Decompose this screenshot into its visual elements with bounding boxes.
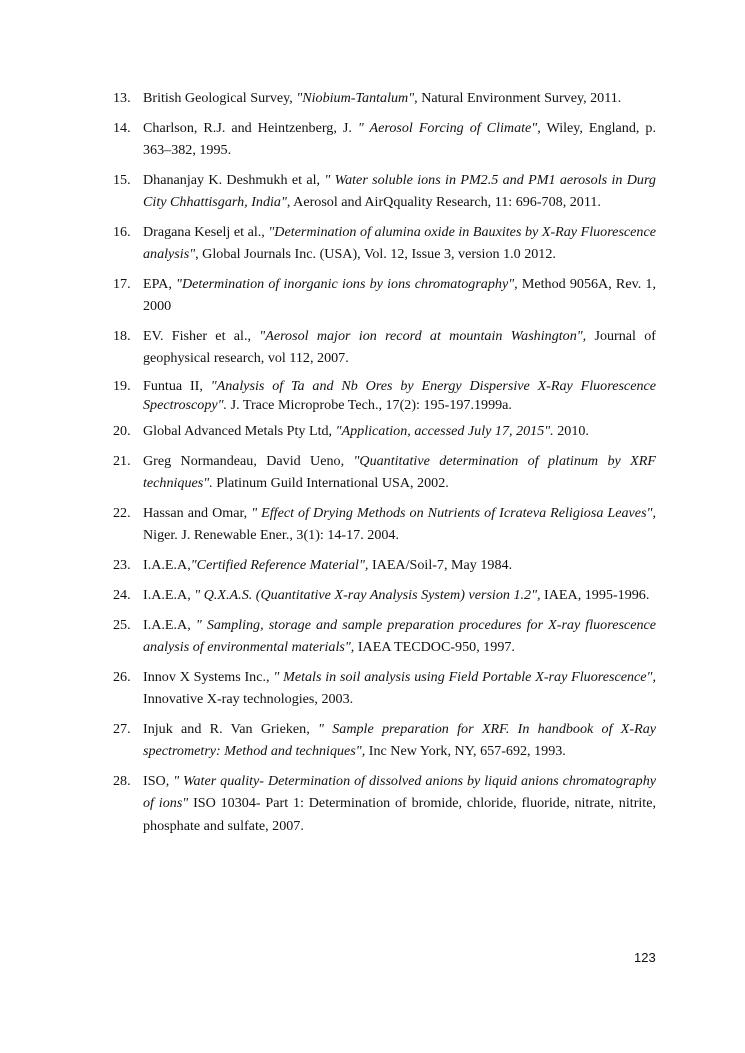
reference-item [113, 718, 656, 763]
reference-authors: Funtua II, [143, 378, 211, 395]
reference-item [113, 377, 656, 414]
reference-source: , Natural Environment Survey, 2011. [414, 90, 622, 106]
reference-item [113, 554, 656, 576]
reference-number: 16. [113, 223, 131, 240]
reference-number: 24. [113, 587, 131, 604]
reference-title: "Determination of alumina oxide in Bauxites by X-Ray Fluorescence analysis" [143, 223, 656, 263]
reference-authors: Dhananjay K. Deshmukh et al, [143, 171, 325, 188]
reference-number: 20. [113, 423, 131, 440]
reference-item [113, 614, 656, 659]
reference-authors: I.A.E.A, [143, 616, 196, 633]
reference-number: 25. [113, 616, 131, 633]
reference-source: 2010. [553, 423, 589, 440]
reference-source: Inc New York, NY, 657-692, 1993. [365, 743, 566, 760]
reference-title: " Aerosol Forcing of Climate" [357, 119, 538, 136]
reference-source: Innovative X-ray technologies, 2003. [143, 691, 354, 708]
reference-authors: I.A.E.A, [143, 587, 195, 604]
reference-item [113, 169, 656, 214]
reference-item [113, 584, 656, 606]
reference-source: IAEA/Soil-7, May 1984. [368, 557, 513, 574]
reference-list [113, 87, 656, 845]
reference-title: "Quantitative determination of platinum by XRF techniques". [143, 453, 656, 492]
reference-source: ISO 10304- Part 1: Determination of bromide, chloride, fluoride, nitrate, nitrite, phosphate and sulfate, 2007. [143, 795, 656, 834]
reference-number: 17. [113, 276, 131, 293]
reference-authors: Greg Normandeau, David Ueno, [143, 453, 354, 470]
reference-source: IAEA, 1995-1996. [540, 587, 650, 604]
reference-item [113, 221, 656, 266]
page-number: 123 [634, 950, 656, 965]
reference-item [113, 770, 656, 837]
reference-item [113, 273, 656, 318]
reference-title: " Effect of Drying Methods on Nutrients of Icrateva Religiosa Leaves", [251, 505, 656, 522]
reference-number: 27. [113, 721, 131, 738]
reference-title: " Metals in soil analysis using Field Portable X-ray Fluorescence", [273, 668, 656, 685]
reference-source: Niger. J. Renewable Ener., 3(1): 14-17. 2004. [143, 527, 399, 544]
reference-title: "Analysis of Ta and Nb Ores by Energy Dispersive X-Ray Fluorescence Spectroscopy". [143, 378, 657, 413]
reference-title: " Q.X.A.S. (Quantitative X-ray Analysis System) version 1.2", [194, 587, 541, 604]
reference-title: "Niobium-Tantalum" [296, 90, 415, 106]
reference-number: 22. [113, 505, 131, 522]
reference-title: "Determination of inorganic ions by ions chromatography", [176, 276, 518, 293]
reference-item [113, 450, 656, 495]
reference-title: "Aerosol major ion record at mountain Washington", [259, 328, 587, 345]
reference-item [113, 87, 656, 109]
reference-item [113, 420, 656, 442]
reference-authors: Dragana Keselj et al., [143, 223, 269, 240]
reference-number: 28. [113, 773, 131, 790]
reference-title: " Sampling, storage and sample preparation procedures for X-ray fluorescence analysis of environmental materials", [143, 616, 657, 656]
reference-authors: Charlson, R.J. and Heintzenberg, J. [143, 119, 358, 136]
reference-number: 15. [113, 171, 131, 188]
reference-authors: EV. Fisher et al., [143, 328, 260, 345]
reference-authors: EPA, [143, 276, 177, 293]
reference-source: Method 9056A, Rev. 1, 2000 [143, 276, 656, 315]
reference-authors: ISO, [143, 773, 174, 790]
reference-number: 14. [113, 119, 131, 136]
reference-source: Journal of geophysical research, vol 112, 2007. [143, 328, 657, 367]
reference-authors: Innov X Systems Inc., [143, 668, 274, 685]
reference-item [113, 666, 656, 711]
reference-source: , Global Journals Inc. (USA), Vol. 12, Issue 3, version 1.0 2012. [195, 246, 556, 263]
reference-number: 23. [113, 557, 131, 574]
reference-item [113, 325, 656, 370]
reference-number: 13. [113, 90, 131, 106]
reference-source: , Wiley, England, p. 363–382, 1995. [143, 119, 656, 159]
reference-title: " Water quality- Determination of dissolved anions by liquid anions chromatography of ions" [143, 773, 656, 812]
reference-authors: Hassan and Omar, [143, 505, 252, 522]
reference-title: " Sample preparation for XRF. In handbook of X-Ray spectrometry: Method and techniques", [143, 721, 657, 760]
reference-authors: Global Advanced Metals Pty Ltd, [143, 423, 336, 440]
reference-number: 18. [113, 328, 131, 345]
reference-title: "Application, accessed July 17, 2015". [335, 423, 554, 440]
reference-title: " Water soluble ions in PM2.5 and PM1 aerosols in Durg City Chhattisgarh, India" [143, 171, 656, 211]
reference-number: 19. [113, 378, 131, 395]
reference-number: 26. [113, 668, 131, 685]
reference-authors: British Geological Survey, [143, 90, 297, 106]
reference-item [113, 117, 656, 162]
reference-number: 21. [113, 453, 131, 470]
reference-title: "Certified Reference Material", [190, 557, 369, 574]
reference-authors: Injuk and R. Van Grieken, [143, 721, 319, 738]
reference-source: IAEA TECDOC-950, 1997. [354, 639, 515, 656]
reference-source: J. Trace Microprobe Tech., 17(2): 195-197.1999a. [227, 396, 512, 413]
reference-source: , Aerosol and AirQquality Research, 11: 696-708, 2011. [286, 194, 601, 211]
reference-item [113, 502, 656, 547]
reference-authors: I.A.E.A, [143, 557, 191, 574]
reference-source: Platinum Guild International USA, 2002. [212, 475, 449, 492]
